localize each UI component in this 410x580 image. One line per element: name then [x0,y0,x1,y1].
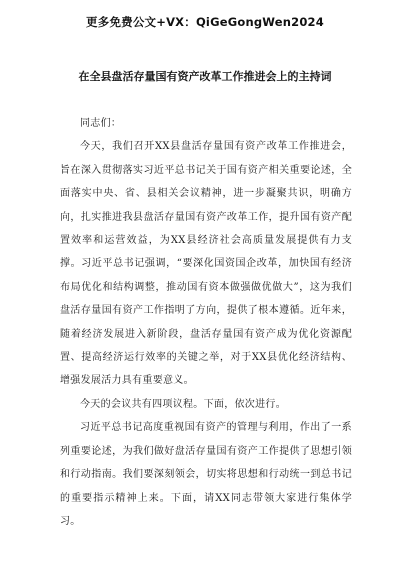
paragraph-study: 习近平总书记高度重视国有资产的管理与利用，作出了一系列重要论述，为我们做好盘活存量国有资产工作提供了思想引领和行动指南。我们要深刻领会，切实将思想和行动统一到总书记的重要指示精神上来。下面，请XX同志带领大家进行集体学习。 [60,422,352,527]
paragraph-intro: 今天，我们召开XX县盘活存量国有资产改革工作推进会，旨在深入贯彻落实习近平总书记关于国有资产相关重要论述，全面落实中央、省、县相关会议精神，进一步凝聚共识，明确方向，扎实推进我县盘活存量国有资产改革工作，提升国有资产配置效率和运营效益，为XX县经济社会高质量发展提供有力支撑。习近平总书记强调，“要深化国资国企改革，加快国有经济布局优化和结构调整，推动国有资本做强做优做大”，这为我们盘活存量国有资产工作指明了方向，提供了根本遵循。近年来，随着经济发展进入新阶段，盘活存量国有资产成为优化资源配置、提高经济运行效率的关键之举，对于XX县优化经济结构、增强发展活力具有重要意义。 [60,141,352,387]
document-title: 在全县盘活存量国有资产改革工作推进会上的主持词 [78,70,332,83]
document-body [60,112,352,533]
paragraph-agenda: 今天的会议共有四项议程。下面，依次进行。 [80,398,286,410]
salutation: 同志们： [80,118,122,129]
watermark-text: 更多免费公文+VX：QiGeGongWen2024 [86,15,324,29]
